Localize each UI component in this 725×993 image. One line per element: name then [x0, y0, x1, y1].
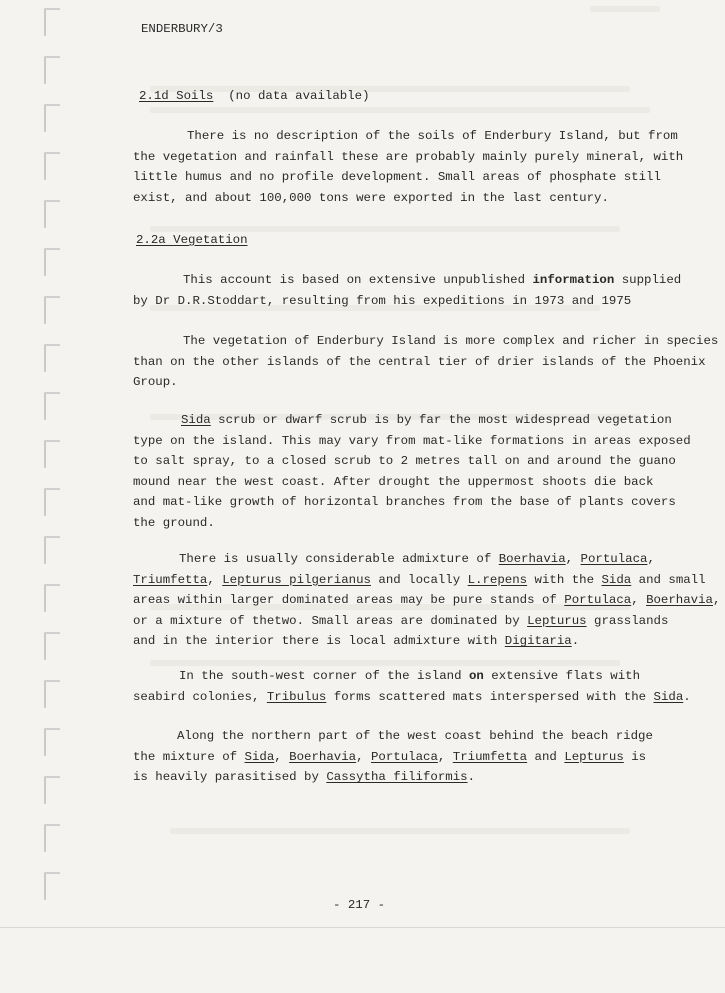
binder-mark	[44, 248, 60, 276]
text-line: than on the other islands of the central tier of drier islands of the Phoenix	[133, 354, 706, 369]
text-line: In the south-west corner of the island on extensive flats with	[179, 669, 641, 683]
text-line: There is no description of the soils of Enderbury Island, but from	[187, 129, 678, 143]
vegetation-paragraph-6	[133, 726, 653, 788]
text-line: the ground.	[133, 515, 215, 530]
text-line: the mixture of Sida, Boerhavia, Portulaca, Triumfetta and Lepturus is	[133, 749, 647, 764]
page-header-ref: ENDERBURY/3	[141, 22, 223, 36]
binder-mark	[44, 632, 60, 660]
text-line: This account is based on extensive unpublished information supplied	[183, 273, 682, 287]
binder-mark	[44, 104, 60, 132]
taxon-name: Sida	[181, 413, 211, 427]
taxon-name: Lepturus	[527, 613, 587, 628]
text-line: type on the island. This may vary from mat-like formations in areas exposed	[133, 433, 691, 448]
text-line: seabird colonies, Tribulus forms scattered mats interspersed with the Sida.	[133, 689, 691, 704]
binder-mark	[44, 872, 60, 900]
text-line: There is usually considerable admixture of Boerhavia, Portulaca,	[179, 552, 655, 566]
taxon-name: Lepturus	[564, 749, 624, 764]
text-line: mound near the west coast. After drought the uppermost shoots die back	[133, 474, 654, 489]
binder-mark	[44, 824, 60, 852]
taxon-name: Boerhavia	[646, 593, 713, 608]
taxon-name: Portulaca	[580, 552, 648, 566]
taxon-name: Triumfetta	[133, 572, 208, 587]
binder-mark	[44, 392, 60, 420]
vegetation-paragraph-2	[133, 331, 719, 393]
text-line: little humus and no profile development. Small areas of phosphate still	[133, 170, 661, 185]
text-line: Sida scrub or dwarf scrub is by far the most widespread vegetation	[181, 413, 672, 427]
show-through	[170, 828, 630, 834]
taxon-name: Lepturus pilgerianus	[222, 572, 371, 587]
binder-mark	[44, 488, 60, 516]
binder-mark	[44, 536, 60, 564]
binder-mark	[44, 8, 60, 36]
text-line: Group.	[133, 375, 178, 390]
text-line: Along the northern part of the west coast behind the beach ridge	[177, 729, 653, 743]
text-line: and mat-like growth of horizontal branches from the base of plants covers	[133, 495, 676, 510]
taxon-name: Boerhavia	[289, 749, 357, 764]
section-heading-vegetation: 2.2a Vegetation	[136, 233, 248, 247]
taxon-name: Tribulus	[266, 689, 327, 704]
text-line: to salt spray, to a closed scrub to 2 metres tall on and around the guano	[133, 454, 676, 469]
vegetation-paragraph-1	[133, 270, 682, 311]
text-line: by Dr D.R.Stoddart, resulting from his expeditions in 1973 and 1975	[133, 293, 632, 308]
soils-heading-text: 2.1d Soils	[139, 89, 214, 103]
binder-mark	[44, 200, 60, 228]
taxon-name: Sida	[244, 749, 275, 764]
soils-heading-note: (no data available)	[228, 89, 370, 103]
show-through	[150, 107, 650, 113]
taxon-name: Sida	[601, 572, 632, 587]
section-heading-soils	[139, 86, 370, 107]
taxon-name: Boerhavia	[498, 552, 566, 566]
soils-paragraph	[133, 126, 684, 208]
binder-mark	[44, 680, 60, 708]
taxon-name: Sida	[653, 689, 684, 704]
taxon-name: Triumfetta	[452, 749, 528, 764]
binder-mark	[44, 152, 60, 180]
text-line: is heavily parasitised by Cassytha filiformis.	[133, 770, 476, 785]
vegetation-paragraph-3	[133, 410, 691, 534]
text-line: The vegetation of Enderbury Island is more complex and richer in species	[183, 334, 719, 348]
binder-mark	[44, 776, 60, 804]
taxon-name: Portulaca	[370, 749, 438, 764]
binder-mark	[44, 56, 60, 84]
vegetation-paragraph-4	[133, 549, 721, 652]
vegetation-paragraph-5	[133, 666, 691, 707]
text-line: exist, and about 100,000 tons were exported in the last century.	[133, 190, 609, 205]
binder-mark	[44, 344, 60, 372]
text-line: or a mixture of thetwo. Small areas are dominated by Lepturus grasslands	[133, 613, 669, 628]
page-number: - 217 -	[333, 898, 386, 912]
text-line: areas within larger dominated areas may be pure stands of Portulaca, Boerhavia,	[133, 593, 721, 608]
page-edge-line	[0, 927, 725, 928]
taxon-name: Cassytha filiformis	[326, 770, 468, 785]
taxon-name: Portulaca	[564, 593, 632, 608]
text-line: and in the interior there is local admixture with Digitaria.	[133, 634, 580, 649]
text-line: the vegetation and rainfall these are probably mainly purely mineral, with	[133, 149, 684, 164]
show-through	[590, 6, 660, 12]
taxon-name: L.repens	[467, 572, 528, 587]
taxon-name: Digitaria	[504, 634, 572, 649]
binder-mark	[44, 440, 60, 468]
binder-mark	[44, 296, 60, 324]
text-line: Triumfetta, Lepturus pilgerianus and locally L.repens with the Sida and small	[133, 572, 706, 587]
binder-mark	[44, 584, 60, 612]
binder-mark	[44, 728, 60, 756]
